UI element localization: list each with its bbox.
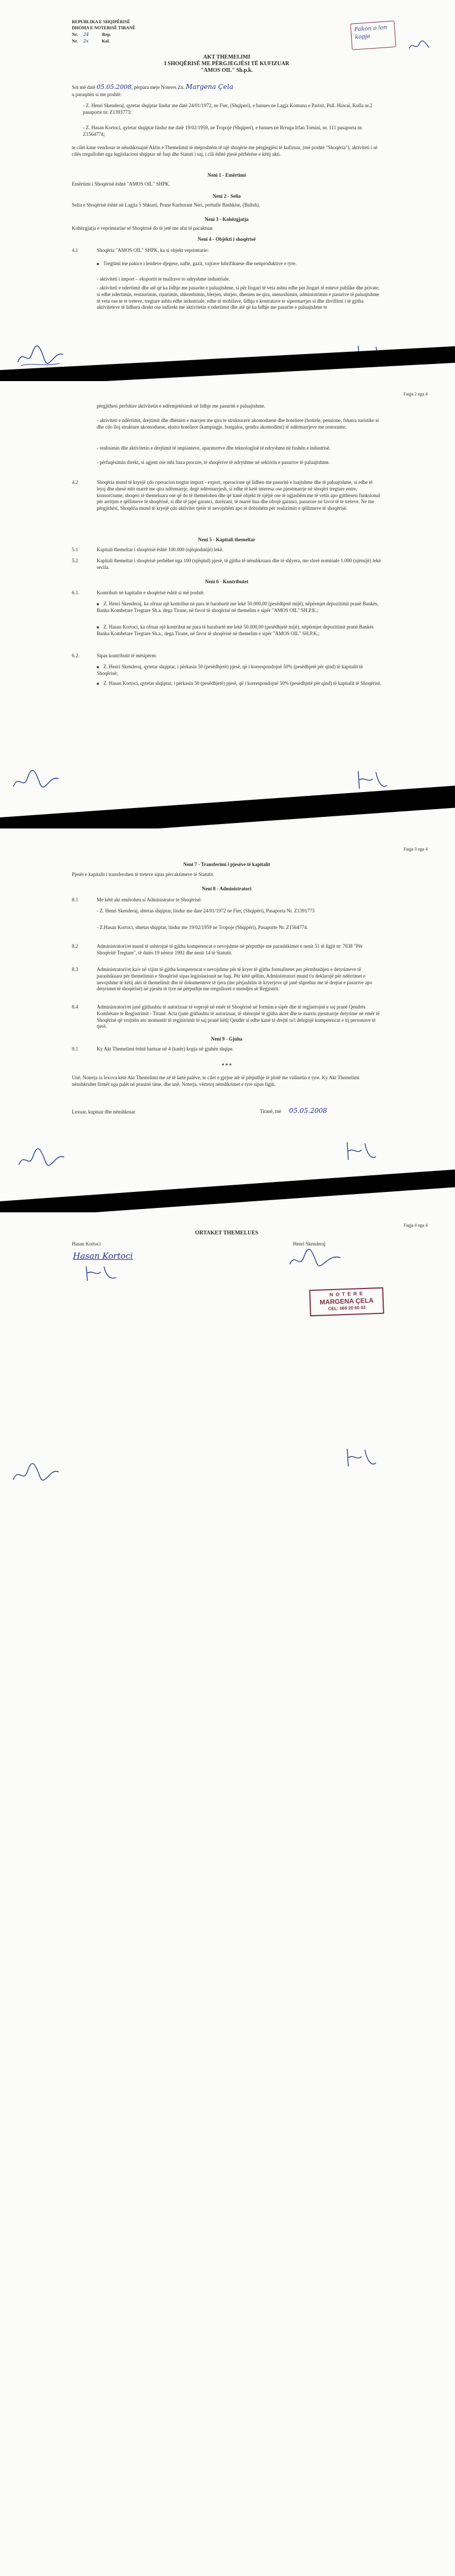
nr2-row (72, 38, 110, 45)
copy-stamp (350, 20, 396, 50)
article-3-heading: Neni 3 - Kohëzgjatja (205, 217, 249, 222)
city-date-label: Tiranë, më (260, 1108, 281, 1114)
article-1-heading: Neni 1 - Emërtimi (207, 172, 246, 178)
article-8-heading: Neni 8 - Administratori (202, 886, 252, 891)
article-8-2-num: 8.2 (72, 943, 79, 949)
notary-stamp-line-1: N O T E R E (329, 1290, 364, 1298)
intro-purpose: te cilet kane vendosur te nënshkruajnë Aktin e Themelimit të mëposhtëm të një shoqërie me përgjegjësi të kufizuar, (më poshtë "Shoqëria"), aktiviteti i së cilës rregullohet nga legjislacioni shqiptar në fuqi dhe Statuti i saj, i cili është pjesë përbërëse e këtij akti. (72, 145, 378, 157)
page-4 (0, 1212, 455, 2576)
bullet-icon (97, 603, 99, 605)
article-8-3-text: Administratori/et ka/e në vijim të gjitha kompetencat e nevojshme për të kryer të gjitha formalitetet per përmbushjen e detyrimeve të parashikuara për themelimin e Shoqërisë sipas legjislacionit ne fuqi. Për këtë qëllim, Administratori mund t'u deklarojë për ndërrimet e nevojshme të këtij akti të themelimit dhe të dokumenteve të tjera (me përjashtim të kryerjeve që janë shprehur me të drejtat e pasurive apo detyrimet të shoqërisë) në pjesën të tyre në përputhje me rregulloret e mendjes së Regjistrit. (97, 967, 373, 992)
date-prefix: Sot më datë (72, 85, 96, 90)
article-4-2-num: 4.2 (72, 479, 79, 485)
closing-text: Unë, Noterja ia lexova këtë Akt Themelimi me zë të lartë palëve, te cilet e gjejne atë të përputhje të plotë me vullnetin e tyre. Ky Akt Themelimi nënshkruhet firmët nga palët në praninë time, dhe unë, Noterja, vërtetoj nënshkrimet e tyre sipas ligjit. (72, 1075, 359, 1087)
city-date-hand: 05.05.2008 (289, 1107, 327, 1115)
article-6-2-text: Sipas kontributit të mësipërm: (97, 653, 157, 658)
object-item-2 (97, 276, 381, 283)
object-intro: Shoqëria "AMOS OIL" SHPK, ka si objekt veprimtarie: (97, 247, 209, 253)
article-5-heading: Neni 5 - Kapitali themeltar (198, 537, 255, 542)
article-5-1-text: Kapitali themeltar i shoqërisë është 100.000 (njëqindmijë) lekë. (97, 547, 224, 552)
article-5-1-num: 5.1 (72, 547, 79, 552)
article-6-heading: Neni 6 - Kontributet (205, 579, 249, 584)
object-item-1 (97, 261, 381, 267)
article-8-person-2 (97, 925, 381, 931)
dash-icon: - (97, 925, 100, 930)
dash-icon: - (97, 276, 100, 282)
article-2-heading: Neni 2 - Selia (212, 193, 241, 199)
page-number-4: Faqja 4 nga 4 (404, 1223, 428, 1228)
article-6-2-num: 6.2. (72, 653, 80, 658)
nr-row (72, 31, 111, 38)
signature-left-p3 (17, 1146, 66, 1176)
founder-right-signature (287, 1248, 343, 1275)
notary-stamp-line-2: MARGENA ÇELA (319, 1296, 374, 1306)
object-p2-item-1 (97, 418, 381, 431)
nr2-value: 2x (83, 39, 89, 44)
bullet-icon (97, 666, 99, 668)
object-p2-item-2 (97, 445, 381, 452)
article-7-heading: Neni 7 - Transferimi i pjesëve të kapitalit (183, 862, 270, 867)
article-8-person-2-text: Z.Hasan Kortoci, shtetas shqiptar, lindur me 19/02/1959 ne Tropoje (Shqipëri), Pasaporte Nr. Z1564774. (100, 925, 308, 930)
object-item-3-text: aktiviteti e ndertimit dhe atë që ka lidhje me pasurite e paluajtshme, si për llogari të veta ashtu edhe per llogari të enteve publike dhe private, si edhe ndertimin, restaurimin, riparimin, shkembimin, blerjen, shitjen, dhenien ne qira, menaxhimin, administrimin e pasurive të paluajtshme të veta ose te te treteve, tregtare ashtu edhe industriale, edhe të mobilave, lidhja e kontratave te sipermarrjes si dhe zhvillimi i të gjitha aktiviteteve të lidhura direkt ose indirekt me aktivitetin e ndertimit dhe atë që ka lidhje me pasurite e paluajtshme te (97, 285, 380, 310)
article-9-heading: Neni 9 - Gjuha (211, 1036, 243, 1042)
signature-right-p3 (343, 1138, 381, 1167)
doc-title-line-1: AKT THEMELIMI (203, 54, 250, 60)
article-8-person-1-text: Z. Henri Skenderaj, shtetas shqiptar, lindur me date 24/01/1972 ne Fier, (Shqipëri), Pasaporta Nr. Z1391773 (100, 908, 315, 914)
article-1-body: Emërtimi i Shoqërisë është "AMOS OIL" SHPK. (72, 181, 170, 187)
article-8-4-text: Administratori/et janë gjithashtu të autorizuar të veprojë në emër të Shoqërisë në formim e sipër dhe të regjistrojnë e saj pranë Qendrës Kombëtare te Regjistrimit - Tiranë. Acta (janë gjithashtu të autorizuar, të shënojnë të gjitha aktet dhe te marrin pjesmarrje detyrime në emër të Shoqërisë që vrojtëin ato momentit të regjistrimit të saj pranë këtij Qendër si edhe kanë të drejtë ta/i delegojë kompetencat e tij personave të tjerë. (97, 1004, 380, 1030)
dash-icon: - (97, 460, 100, 465)
date-suffix: , përpara meje Noteres Zn. (131, 85, 185, 90)
founders-heading: ORTAKET THEMELUES (195, 1230, 259, 1236)
signature-right-p4 (343, 1444, 381, 1474)
article-8-1-num: 8.1 (72, 897, 79, 902)
nr2-label: Nr. (72, 39, 78, 44)
office-line-2: DHOMA E NOTERISË TIRANË (72, 25, 135, 30)
article-7-body: Pjesët e kapitalit i transferohen të treteve sipas përcaktimeve të Statutit. (72, 872, 215, 877)
object-item-1-text: Tregtimi me pakice i lendeve djegese, nafte, gazit, vajrave lubrifikuese dhe nenproduktive e tyre. (103, 261, 297, 266)
page-number-3: Faqja 3 nga 4 (404, 847, 428, 852)
object-p2-item-3-text: përfaqësimin direkt, si agjent ose mbi baza procure, të shoqërive të ndryshme në sektorin e pasurive të paluajtshme. (100, 460, 330, 465)
article-4-2-text: Shoqëria mund të kryejë çdo operacion tregtar import - export, operacione që lidhen me pasuritë e luajtshme dhe të paluajtshme, si edhe të lejoj dhe shesë mbi marrë me qira ndërmarrje, degë ndërmarrjesh, si edhe të ketë interesa ose pjesëmarrje në shoqëri tregtare entre, konsorciume, shoqeri të themeluara ose që do të themelohen dhe që kanë objekt të njëjtë ose të ngjashëm me të vetin apo gjithësesi funksional për arritjen e qëllimeve të shoqërisë, si dhe të japë garanci, dorëzani, të marrë hua dhe ofrojë garanci, pasurore ne favor të te treteve. Ne me përgjithësi, Shoqëria mund të kryejë çdo aktivitet tjetër të nevojshëm apo të dobishëm për realizimin e qëllimeve të shoqërisë. (97, 479, 380, 511)
closing-left-label: Lexuar, kuptuar dhe nënshkruar (72, 1109, 135, 1115)
article-2-body: Selia e Shoqërisë është në Lagjia 5 Shkurti, Prane Karburant Neri, perballe Bashkise, (Ballsh). (72, 202, 260, 208)
initials-top-right (408, 40, 430, 55)
article-6-1-item-2-text: Z. Hasan Kortoci, ka ofruar një kontribut ne para të barabartë me lekë 50.000,00 (pesëdhjetë mijë), nëpërmjet depozitimit pranë Bankës Banka Kombetare Tregtare Sh.a., dega Tirane, në favor të shoqërisë në themelim e sipër "AMOS OIL" SH.P.K.; (97, 624, 374, 636)
article-6-1-num: 6.1. (72, 590, 80, 595)
founder-left-signature-hand: Hasan Kortoci (73, 1251, 133, 1261)
date-value: 05.05.2008 (96, 83, 132, 91)
article-6-1-text: Kontributi në kapitalin e shoqërisë është si më poshtë: (97, 590, 205, 595)
article-6-2-item-2-text: Z. Hasan Kortoci, qytetar shqiptar, i përkasin 50 (pesëdhjetë) pjesë, që i korrespondojnë 50% (pesëdhjetë për qind) të kapitalit të Shoqërisë. (103, 680, 381, 686)
founder-right-name: Henri Skenderaj (293, 1241, 326, 1247)
article-9-1-text: Ky Akt Themelimi është hartuar në 4 (katër) kopja në gjuhën shqipe. (97, 1046, 234, 1052)
notary-name-hand: Margena Çela (185, 83, 233, 91)
founder-left-signature (83, 1263, 122, 1286)
notary-stamp (309, 1287, 384, 1317)
bullet-icon (97, 683, 99, 685)
object-item-3 (97, 285, 381, 311)
intro-present: u paraqitën si me poshtë: (72, 92, 122, 97)
page-number-2: Faqja 2 nga 4 (404, 392, 428, 397)
article-6-2-item-1-text: Z. Henri Skenderaj, qytetar shqiptar, i përkasin 50 (pesëdhjetë) pjesë, që i korrespondojnë 50% (pesëdhjetë për qind) të kapitalit të Shoqërisë; (97, 664, 363, 676)
object-p2-item-1-text: aktiviteti e ndërtimit, drejtimit dhe dhënien e marrjen me qira te strukturave akomoduese dhe hoteliere (hostele, pensione, fshatra turistike si dhe cdo lloj strukture akomoduese, ekstra hoteliere (kampingje, bungalos, qendra akomodimi) të ndërmarrjeve me restorante; (97, 418, 379, 430)
bullet-icon (97, 626, 99, 629)
dash-icon: - (97, 418, 100, 423)
article-6-2-item-1 (97, 664, 381, 677)
bullet-icon (97, 263, 99, 265)
article-5-2-num: 5.2 (72, 558, 79, 563)
article-8-4-num: 8.4 (72, 1004, 79, 1010)
article-6-1-item-1-text: Z. Henri Skenderaj, ka ofruar një kontribut në para të barabartë me lekë 50.000,00 (pesëdhjetë mijë), nëpërmjet depozitimit pranë Bankës, Banka Kombetare Tregtare Sh.a. dega Tirane, në favor të shoqërisë në themelim e sipër "AMOS OIL" SH.P.K.; (97, 601, 379, 613)
dash-icon: - (97, 445, 100, 451)
signature-left-p4 (11, 1461, 61, 1491)
article-6-1-item-2 (97, 624, 381, 637)
article-3-body: Kohëzgjatja e veprimtarise së Shoqërisë do të jetë me afat të pacaktuar. (72, 225, 214, 231)
kol-label: Kol. (102, 39, 110, 44)
article-5-2-text: Kapitali themeltar i shoqërisë perbëhet nga 100 (njëqind) pjesë, të gjitha të nënshkruara dhe të shlyera, me vlerë nominale 1.000 (njëmijë) lekë secila. (97, 558, 381, 570)
dash-icon: - (97, 908, 100, 914)
nr-value: 24 (83, 32, 89, 37)
intro-person-2: - Z. Hasan Kortoci, qytetar shqiptar lindur me datë 19/02/1959, ne Tropoje (Shqiperi), e banues ne Rrruga Irfan Tomini, nr. 111 pasaporta nr. Z1564774; (83, 125, 363, 137)
copy-stamp-text: Fakon o lon kopje (354, 24, 388, 41)
closing-date-row (260, 1108, 393, 1115)
signature-left-p2 (11, 768, 61, 798)
office-line-1: REPUBLIKA E SHQIPËRISË (72, 19, 130, 24)
object-item-2-text: aktiviteti i import – eksportit te mallrave to ndryshme industriale. (100, 276, 230, 282)
article-8-1-text: Me këtë akt emërohen si Administrator te Shoqërisë: (97, 897, 202, 902)
article-8-person-1 (97, 908, 381, 915)
object-continuation: përgjithesi perfshire aktivitetin e ndërmjetësimit në lidhje me pasuritë e paluajtshme. (97, 403, 265, 409)
object-p2-item-2-text: realisimin dhe aktivitetin e drejtimit të impianteve, aparatureve dhe teknologjisë të ndryshme në fushën e industrisë. (100, 445, 331, 451)
object-p2-item-3 (97, 460, 381, 466)
doc-title-line-3: "AMOS OIL" Sh.p.k. (200, 67, 253, 73)
nr-label: Nr. (72, 32, 78, 37)
article-4-heading: Neni 4 - Objekti i shoqërisë (197, 236, 256, 242)
article-8-2-text: Administratori/et mund të ushtrojnë të gjitha kompetencat e nevojshme në përputhje me parashikimet e nenit 51 të ligjit nr. 7638 "Për Shoqëritë Tregtare", të datës 19 nëntor 1992 dhe nenit 14 të Statutit. (97, 943, 363, 956)
intro-person-1: - Z. Henri Skenderaj, qytetar shqiptar lindur me datë 24/01/1972, ne Fier, (Shqiperi), e banues ne Lagja Komuna e Parisit, Pall. Hawai, Kulla nr.2 pasaporte nr. Z1393773; (83, 103, 373, 115)
founder-left-name: Hasan Kortoci (72, 1241, 101, 1247)
doc-title-line-2: I SHOQËRISË ME PËRGJEGJËSI TË KUFIZUAR (164, 61, 290, 67)
rep-label: Rep. (102, 32, 111, 37)
article-6-1-item-1 (97, 601, 381, 614)
article-8-3-num: 8.3 (72, 967, 79, 972)
closing-stars: * * * (222, 1063, 232, 1068)
intro-date-line (72, 84, 381, 91)
article-9-1-num: 9.1 (72, 1046, 79, 1052)
object-num: 4.1 (72, 247, 79, 253)
notary-stamp-line-3: CEL: 069 20 60 03 (328, 1305, 366, 1312)
dash-icon: - (97, 285, 100, 291)
article-6-2-item-2 (97, 680, 381, 687)
